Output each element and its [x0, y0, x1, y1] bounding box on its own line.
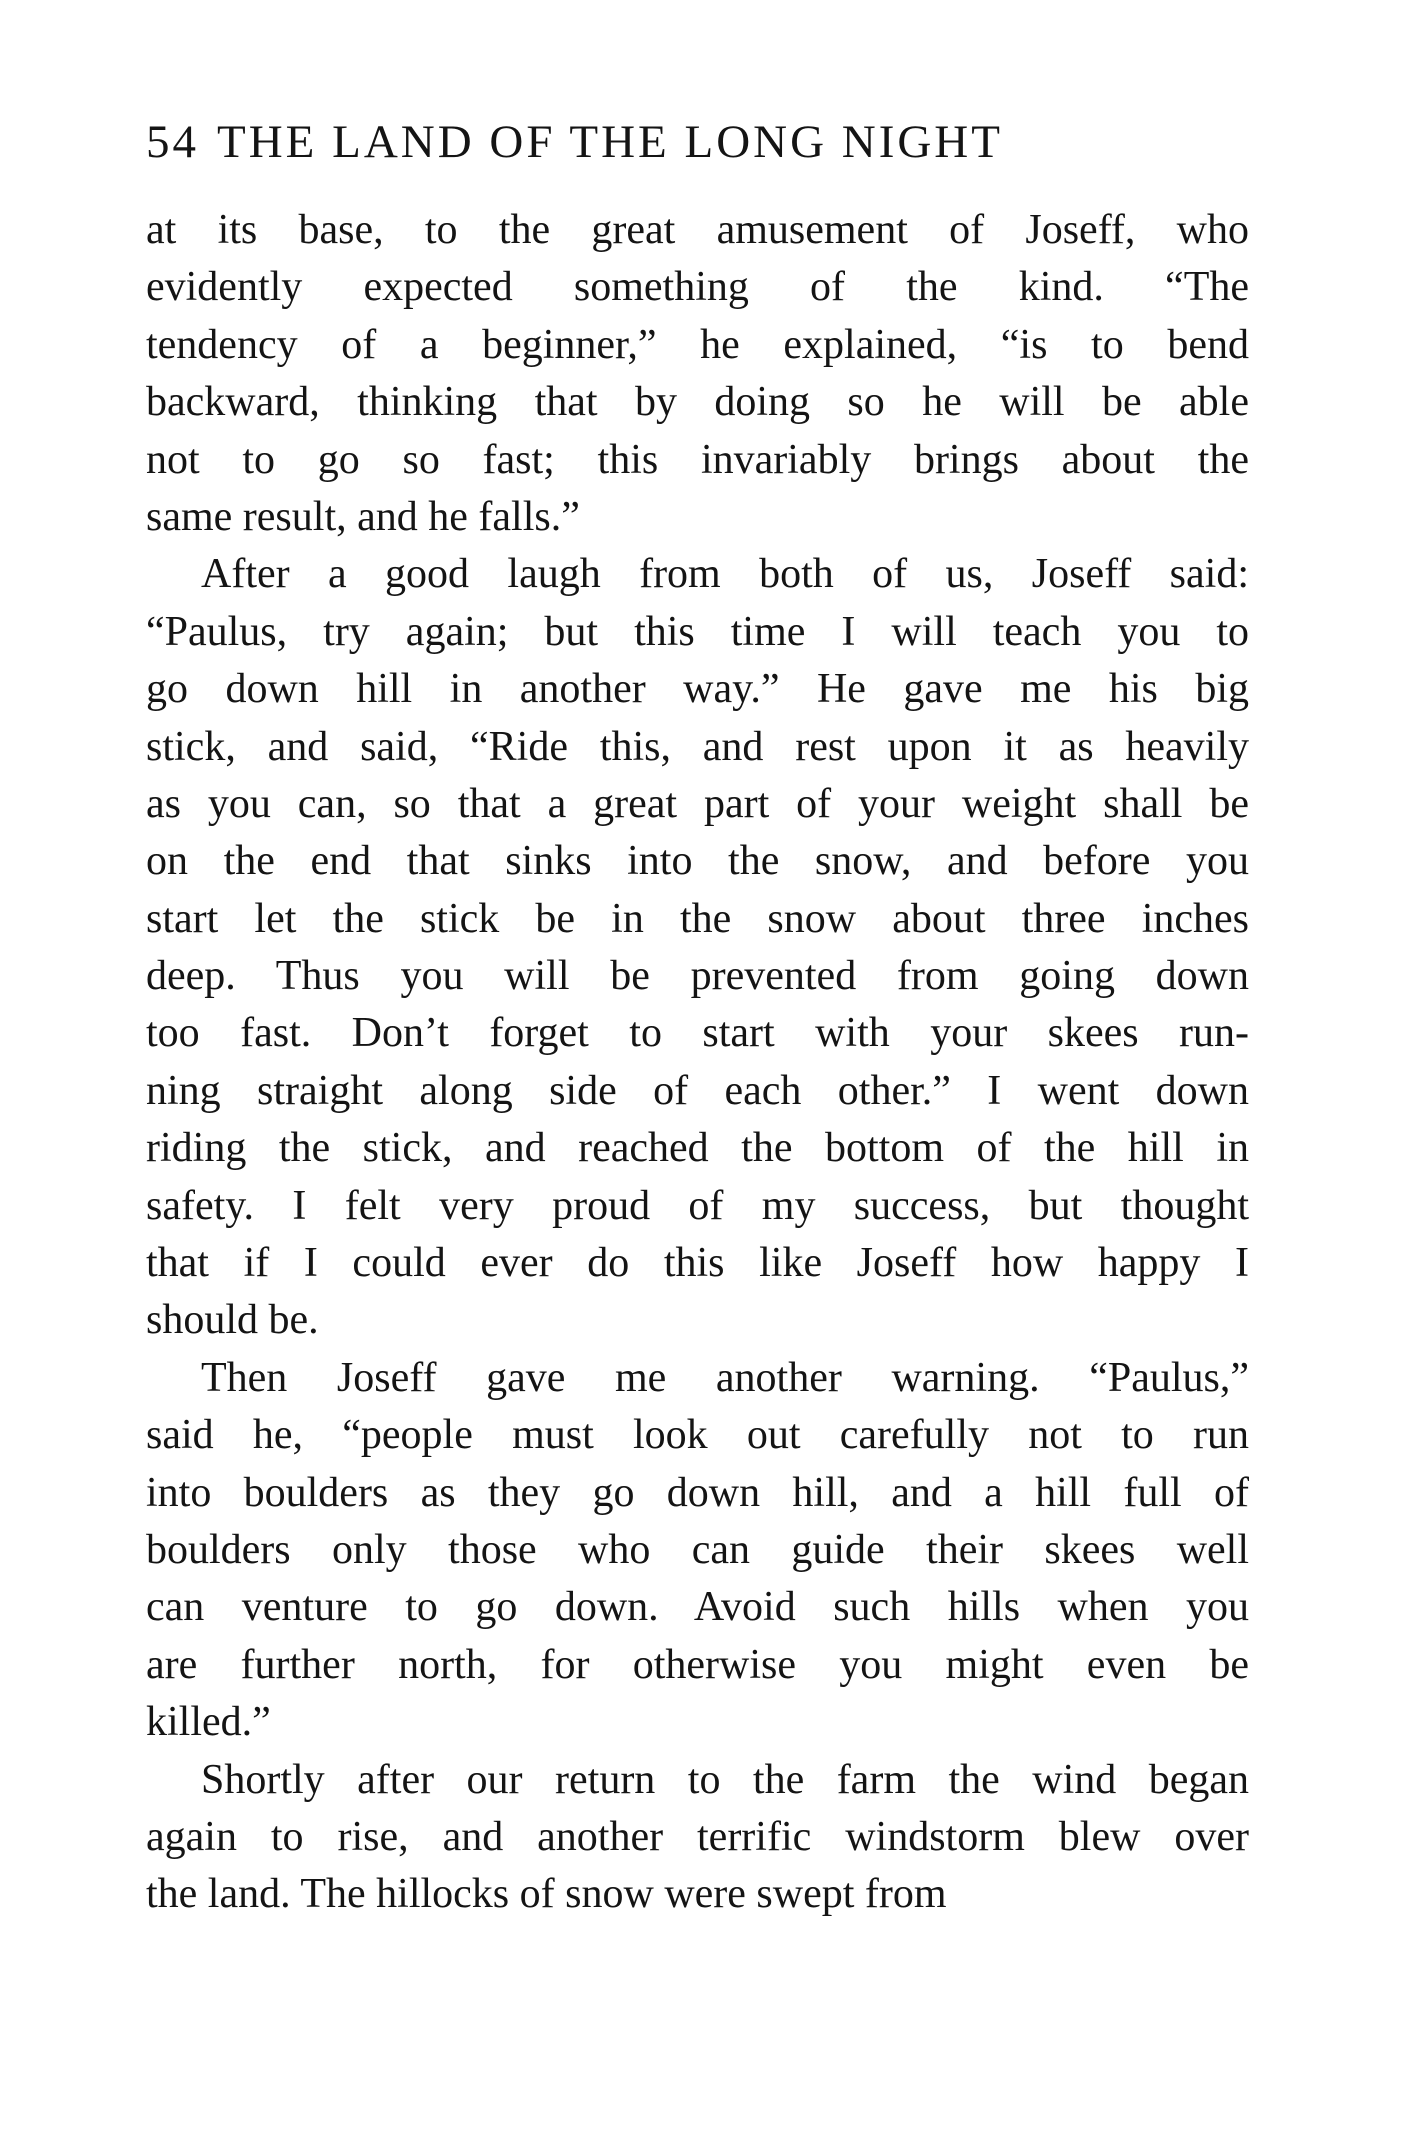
- text-line: too fast. Don’t forget to start with your skees run-: [146, 1010, 1249, 1057]
- text-line: backward, thinking that by doing so he will be able: [146, 379, 1249, 426]
- page-number: 54: [146, 116, 199, 168]
- text-line: killed.”: [146, 1699, 271, 1746]
- paragraph: [146, 1752, 1249, 1924]
- text-line: “Paulus, try again; but this time I will teach you to: [146, 608, 1249, 655]
- text-line: safety. I felt very proud of my success, but thought: [146, 1182, 1249, 1229]
- text-line: go down hill in another way.” He gave me his big: [146, 666, 1249, 713]
- text-line: not to go so fast; this invariably brings about the: [146, 436, 1249, 483]
- text-line: same result, and he falls.”: [146, 493, 580, 540]
- text-line: stick, and said, “Ride this, and rest upon it as heavily: [146, 723, 1249, 770]
- text-line: as you can, so that a great part of your weight shall be: [146, 780, 1249, 827]
- text-line: should be.: [146, 1297, 319, 1344]
- text-line: are further north, for otherwise you might even be: [146, 1641, 1249, 1688]
- text-line: into boulders as they go down hill, and a hill full of: [146, 1469, 1249, 1516]
- text-line: again to rise, and another terrific windstorm blew over: [146, 1813, 1249, 1860]
- text-line: ning straight along side of each other.” I went down: [146, 1067, 1249, 1114]
- paragraph: [146, 1350, 1249, 1752]
- paragraph: [146, 546, 1249, 1349]
- book-page: [146, 112, 1249, 1924]
- text-line: can venture to go down. Avoid such hills when you: [146, 1584, 1249, 1631]
- text-line: evidently expected something of the kind. “The: [146, 264, 1249, 311]
- text-line: start let the stick be in the snow about three inches: [146, 895, 1249, 942]
- paragraph: [146, 202, 1249, 546]
- text-line: at its base, to the great amusement of Joseff, who: [146, 207, 1249, 253]
- running-head: [146, 112, 1249, 202]
- text-line: boulders only those who can guide their skees well: [146, 1526, 1249, 1573]
- text-line: riding the stick, and reached the bottom of the hill in: [146, 1125, 1249, 1172]
- text-line: After a good laugh from both of us, Joseff said:: [201, 551, 1249, 598]
- text-line: deep. Thus you will be prevented from going down: [146, 953, 1249, 1000]
- text-line: Shortly after our return to the farm the wind began: [201, 1756, 1249, 1803]
- body-text: [146, 202, 1249, 1924]
- text-line: Then Joseff gave me another warning. “Paulus,”: [201, 1354, 1249, 1401]
- running-title: THE LAND OF THE LONG NIGHT: [217, 116, 1003, 168]
- text-line: that if I could ever do this like Joseff how happy I: [146, 1240, 1249, 1287]
- text-line: said he, “people must look out carefully not to run: [146, 1412, 1249, 1459]
- text-line: on the end that sinks into the snow, and before you: [146, 838, 1249, 885]
- text-line: the land. The hillocks of snow were swept from: [146, 1871, 947, 1918]
- text-line: tendency of a beginner,” he explained, “is to bend: [146, 321, 1249, 368]
